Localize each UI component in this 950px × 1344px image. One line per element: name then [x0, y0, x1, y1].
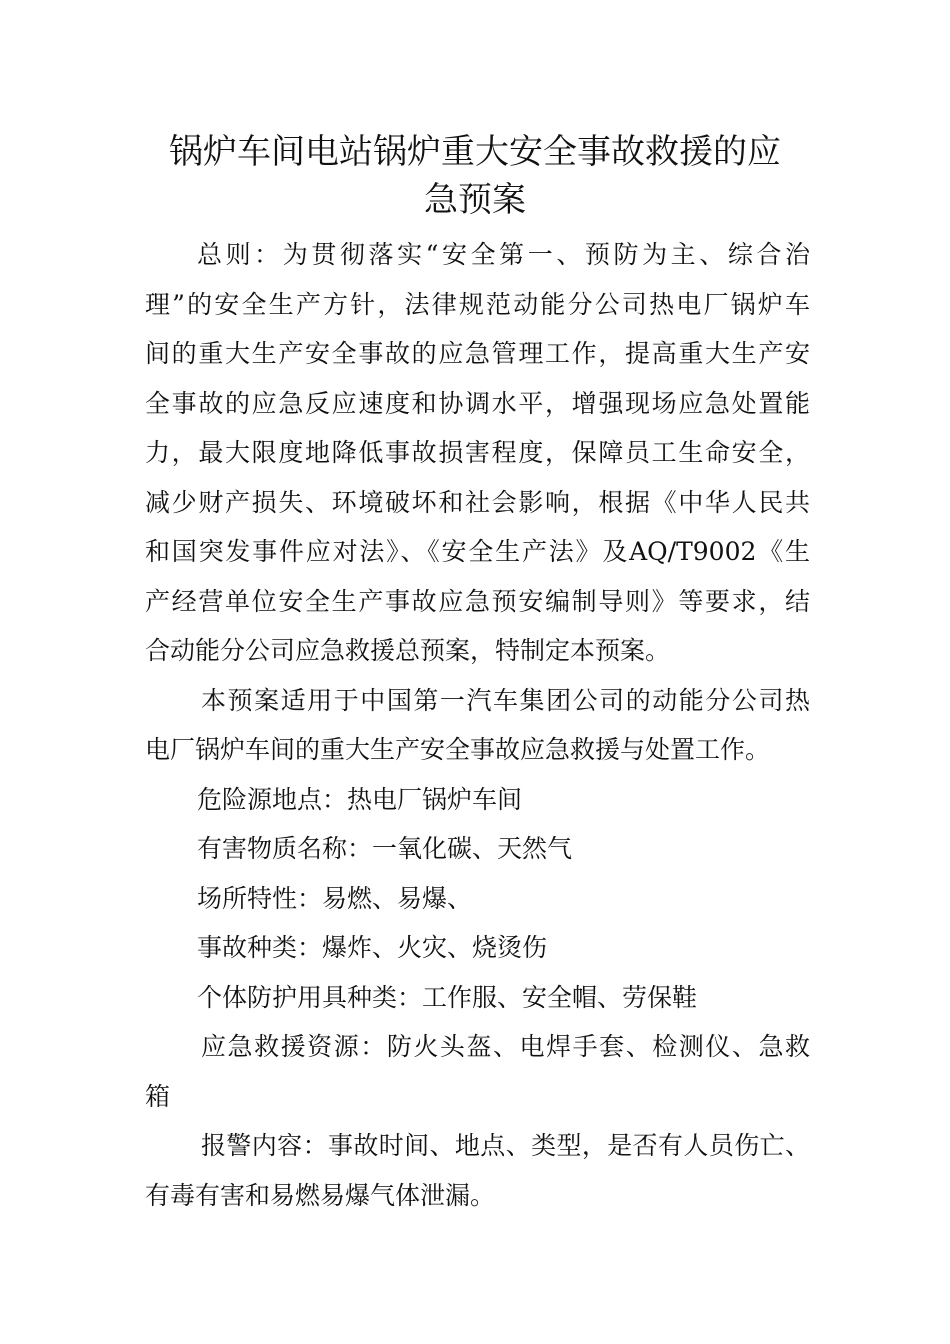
protective-equipment: 个体防护用具种类：工作服、安全帽、劳保鞋: [197, 982, 698, 1012]
general-line: 和国突发事件应对法》、《安全生产法》及AQ/T9002《生: [145, 537, 810, 566]
general-line: 减少财产损失、环境破坏和社会影响，根据《中华人民共: [145, 487, 810, 517]
rescue-resources-line: 箱: [145, 1081, 171, 1111]
hazard-location: 危险源地点：热电厂锅炉车间: [197, 784, 523, 814]
site-characteristics: 场所特性：易燃、易爆、: [197, 883, 473, 913]
general-line: 全事故的应急反应速度和协调水平，增强现场应急处置能: [145, 388, 810, 418]
general-line: 总则：为贯彻落实“安全第一、预防为主、综合治: [197, 240, 810, 269]
title-line-2: 急预案: [424, 180, 526, 220]
general-line: 理”的安全生产方针，法律规范动能分公司热电厂锅炉车: [145, 289, 810, 319]
hazardous-substances: 有害物质名称：一氧化碳、天然气: [197, 834, 573, 863]
title-line-1: 锅炉车间电站锅炉重大安全事故救援的应: [169, 132, 781, 172]
scope-line: 本预案适用于中国第一汽车集团公司的动能分公司热: [201, 685, 810, 715]
document-body: [145, 230, 810, 1220]
general-line: 合动能分公司应急救援总预案，特制定本预案。: [145, 636, 671, 665]
general-line: 力，最大限度地降低事故损害程度，保障员工生命安全，: [145, 438, 810, 467]
paragraph-alarm-content: [145, 1121, 810, 1220]
general-line: 间的重大生产安全事故的应急管理工作，提高重大生产安: [145, 339, 810, 368]
paragraph-scope: [145, 676, 810, 775]
alarm-content-line: 报警内容：事故时间、地点、类型，是否有人员伤亡、: [201, 1131, 810, 1160]
general-line: 产经营单位安全生产事故应急预安编制导则》等要求，结: [145, 586, 810, 616]
rescue-resources-line: 应急救援资源：防火头盔、电焊手套、检测仪、急救: [201, 1032, 810, 1061]
paragraph-general: [145, 230, 810, 676]
scope-line: 电厂锅炉车间的重大生产安全事故应急救援与处置工作。: [145, 735, 771, 764]
paragraph-rescue-resources: [145, 1022, 810, 1121]
alarm-content-line: 有毒有害和易燃易爆气体泄漏。: [145, 1180, 496, 1210]
document-title: [145, 128, 805, 224]
accident-types: 事故种类：爆炸、火灾、烧烫伤: [197, 933, 548, 962]
